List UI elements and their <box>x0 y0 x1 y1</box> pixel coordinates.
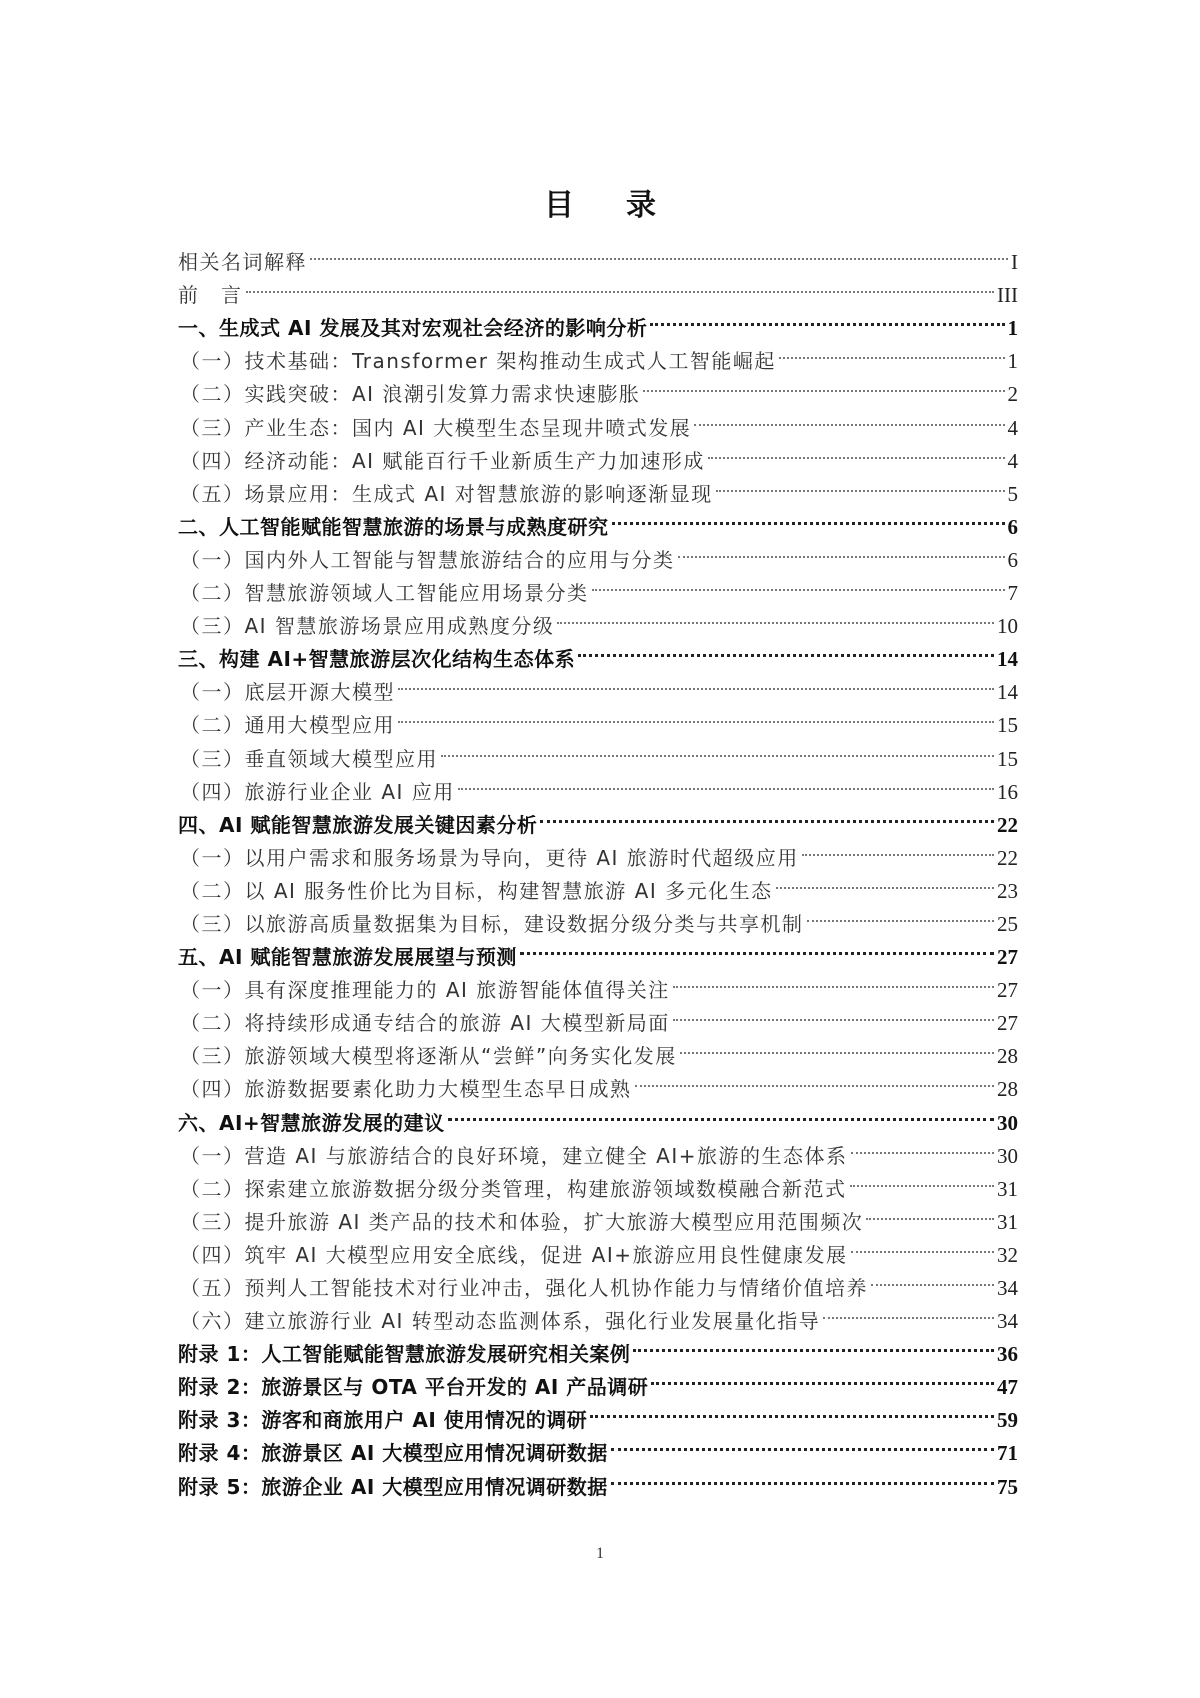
toc-entry-page: 22 <box>997 812 1018 837</box>
toc-entry-label: （六）建立旅游行业 AI 转型动态监测体系，强化行业发展量化指导 <box>180 1309 821 1334</box>
dot-leader <box>851 1130 995 1163</box>
toc-entry-page: 22 <box>997 845 1018 870</box>
toc-entry-page: I <box>1011 250 1018 275</box>
toc-entry-label: （一）营造 AI 与旅游结合的良好环境，建立健全 AI+旅游的生态体系 <box>180 1143 848 1168</box>
dot-leader <box>851 1229 995 1262</box>
toc-entry-label: （一）底层开源大模型 <box>180 680 395 705</box>
toc-entry-page: 2 <box>1007 382 1018 407</box>
toc-entry-label: 一、生成式 AI 发展及其对宏观社会经济的影响分析 <box>178 316 648 341</box>
dot-leader <box>807 898 995 931</box>
toc-entry-label: （三）提升旅游 AI 类产品的技术和体验，扩大旅游大模型应用范围频次 <box>180 1209 864 1234</box>
toc-entry-page: 14 <box>997 647 1018 672</box>
dot-leader <box>441 732 994 765</box>
toc-entry-page: 30 <box>997 1143 1018 1168</box>
dot-leader <box>776 865 994 898</box>
toc-entry-page: 36 <box>997 1342 1018 1367</box>
dot-leader <box>678 534 1005 567</box>
toc-front-entry[interactable] <box>178 236 1018 275</box>
toc-entry-label: （一）以用户需求和服务场景为导向，更待 AI 旅游时代超级应用 <box>180 845 799 870</box>
toc-entry-page: 28 <box>997 1044 1018 1069</box>
dot-leader <box>850 1163 995 1196</box>
toc-entry-label: （二）通用大模型应用 <box>180 713 395 738</box>
toc-entry-label: （四）旅游数据要素化助力大模型生态早日成熟 <box>180 1077 632 1102</box>
dot-leader <box>651 1361 994 1394</box>
toc-entry-label: （三）垂直领域大模型应用 <box>180 746 438 771</box>
dot-leader <box>520 931 994 964</box>
dot-leader <box>716 468 1005 501</box>
dot-leader <box>590 1394 994 1427</box>
toc-entry-label: 相关名词解释 <box>178 250 307 275</box>
toc-entry-page: 6 <box>1007 514 1018 539</box>
toc-entry-label: （一）具有深度推理能力的 AI 旅游智能体值得关注 <box>180 978 670 1003</box>
toc-entry-label: 前 言 <box>178 283 243 308</box>
dot-leader <box>635 1063 995 1096</box>
toc-entry-page: 4 <box>1007 415 1018 440</box>
toc-entry-label: （二）探索建立旅游数据分级分类管理，构建旅游领域数模融合新范式 <box>180 1176 847 1201</box>
dot-leader <box>866 1196 994 1229</box>
toc-entry-page: 23 <box>997 878 1018 903</box>
toc-entry-label: （二）将持续形成通专结合的旅游 AI 大模型新局面 <box>180 1011 670 1036</box>
dot-leader <box>246 269 995 302</box>
dot-leader <box>310 236 1008 269</box>
toc-entry-label: 附录 1：人工智能赋能智慧旅游发展研究相关案例 <box>178 1342 631 1367</box>
dot-leader <box>540 799 994 832</box>
dot-leader <box>611 1427 994 1460</box>
toc-entry-label: （四）经济动能：AI 赋能百行千业新质生产力加速形成 <box>180 448 705 473</box>
toc-entry-label: 附录 5：旅游企业 AI 大模型应用情况调研数据 <box>178 1474 608 1499</box>
toc-entry-label: （四）旅游行业企业 AI 应用 <box>180 779 455 804</box>
toc-entry-label: 附录 2：旅游景区与 OTA 平台开发的 AI 产品调研 <box>178 1375 649 1400</box>
dot-leader <box>673 997 994 1030</box>
toc-entry-page: 27 <box>997 945 1018 970</box>
toc-entry-page: 31 <box>997 1209 1018 1234</box>
toc-entry-page: 16 <box>997 779 1018 804</box>
toc-entry-page: 75 <box>997 1474 1018 1499</box>
toc-entry-page: 27 <box>997 978 1018 1003</box>
toc-entry-page: 59 <box>997 1408 1018 1433</box>
dot-leader <box>611 1460 994 1493</box>
toc-entry-page: 1 <box>1007 316 1018 341</box>
toc-entry-label: （一）国内外人工智能与智慧旅游结合的应用与分类 <box>180 547 675 572</box>
toc-entry-page: 34 <box>997 1309 1018 1334</box>
dot-leader <box>643 368 1004 401</box>
toc-entry-page: 10 <box>997 614 1018 639</box>
toc-entry-page: 5 <box>1007 481 1018 506</box>
toc-front-entry[interactable] <box>178 269 1018 308</box>
dot-leader <box>673 964 994 997</box>
dot-leader <box>694 401 1004 434</box>
toc-entry-page: III <box>997 283 1018 308</box>
toc-entry-label: （一）技术基础：Transformer 架构推动生成式人工智能崛起 <box>180 349 776 374</box>
toc-entry-label: 六、AI+智慧旅游发展的建议 <box>178 1110 445 1135</box>
dot-leader <box>557 600 994 633</box>
dot-leader <box>398 699 994 732</box>
toc-chapter-entry[interactable] <box>178 302 1018 341</box>
toc-entry-label: 四、AI 赋能智慧旅游发展关键因素分析 <box>178 812 538 837</box>
toc-entry-page: 1 <box>1007 349 1018 374</box>
toc-entry-label: 三、构建 AI+智慧旅游层次化结构生态体系 <box>178 647 576 672</box>
toc-entry-label: （二）智慧旅游领域人工智能应用场景分类 <box>180 581 589 606</box>
toc-entry-page: 6 <box>1007 547 1018 572</box>
dot-leader <box>398 666 994 699</box>
toc-entry-page: 47 <box>997 1375 1018 1400</box>
dot-leader <box>871 1262 994 1295</box>
dot-leader <box>823 1295 994 1328</box>
dot-leader <box>448 1096 994 1129</box>
toc-entry-page: 15 <box>997 746 1018 771</box>
toc-entry-page: 14 <box>997 680 1018 705</box>
dot-leader <box>802 832 994 865</box>
toc-entry-label: （三）AI 智慧旅游场景应用成熟度分级 <box>180 614 555 639</box>
toc-entry-page: 30 <box>997 1110 1018 1135</box>
dot-leader <box>650 302 1004 335</box>
table-of-contents <box>178 236 1018 1499</box>
toc-entry-label: （三）以旅游高质量数据集为目标，建设数据分级分类与共享机制 <box>180 911 804 936</box>
toc-entry-page: 71 <box>997 1441 1018 1466</box>
toc-entry-label: 二、人工智能赋能智慧旅游的场景与成熟度研究 <box>178 514 609 539</box>
dot-leader <box>592 567 1005 600</box>
toc-entry-label: （二）实践突破：AI 浪潮引发算力需求快速膨胀 <box>180 382 641 407</box>
toc-entry-page: 4 <box>1007 448 1018 473</box>
toc-entry-label: 附录 3：游客和商旅用户 AI 使用情况的调研 <box>178 1408 588 1433</box>
dot-leader <box>779 335 1005 368</box>
dot-leader <box>633 1328 994 1361</box>
toc-entry-page: 28 <box>997 1077 1018 1102</box>
toc-entry-label: 五、AI 赋能智慧旅游发展展望与预测 <box>178 945 517 970</box>
dot-leader <box>680 1030 994 1063</box>
toc-entry-page: 32 <box>997 1242 1018 1267</box>
page-number: 1 <box>596 1545 604 1562</box>
toc-entry-page: 27 <box>997 1011 1018 1036</box>
toc-entry-page: 34 <box>997 1276 1018 1300</box>
toc-entry-label: （五）预判人工智能技术对行业冲击，强化人机协作能力与情绪价值培养 <box>180 1276 868 1300</box>
toc-entry-label: （四）筑牢 AI 大模型应用安全底线，促进 AI+旅游应用良性健康发展 <box>180 1242 848 1267</box>
dot-leader <box>612 501 1005 534</box>
dot-leader <box>708 435 1005 468</box>
toc-entry-page: 25 <box>997 911 1018 936</box>
toc-entry-label: （五）场景应用：生成式 AI 对智慧旅游的影响逐渐显现 <box>180 481 713 506</box>
toc-title: 目录 <box>544 188 708 223</box>
toc-entry-label: （三）旅游领域大模型将逐渐从“尝鲜”向务实化发展 <box>180 1044 677 1069</box>
toc-entry-page: 15 <box>997 713 1018 738</box>
toc-entry-page: 7 <box>1007 581 1018 606</box>
dot-leader <box>458 766 994 799</box>
toc-entry-label: 附录 4：旅游景区 AI 大模型应用情况调研数据 <box>178 1441 608 1466</box>
toc-entry-label: （三）产业生态：国内 AI 大模型生态呈现井喷式发展 <box>180 415 692 440</box>
dot-leader <box>578 633 994 666</box>
toc-entry-page: 31 <box>997 1176 1018 1201</box>
toc-entry-label: （二）以 AI 服务性价比为目标，构建智慧旅游 AI 多元化生态 <box>180 878 773 903</box>
